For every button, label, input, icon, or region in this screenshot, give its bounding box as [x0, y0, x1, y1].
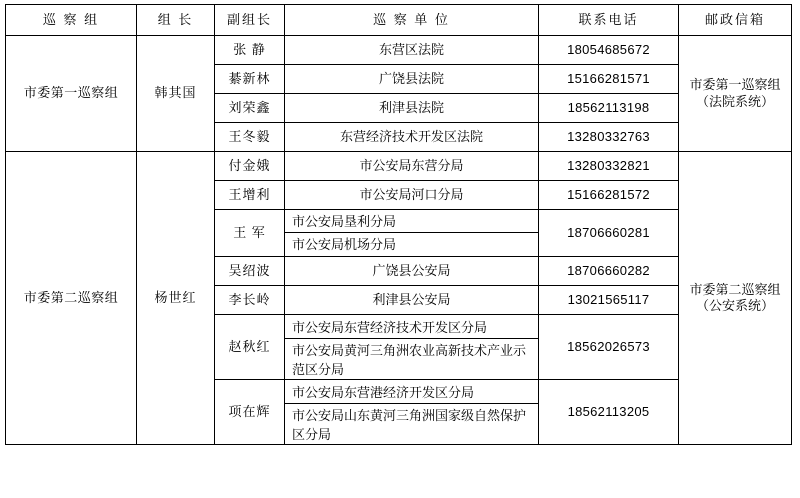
unit-cell: 东营经济技术开发区法院	[285, 123, 539, 152]
phone-cell: 13280332763	[539, 123, 679, 152]
document-page	[0, 4, 800, 498]
deputy-cell: 刘荣鑫	[215, 94, 285, 123]
mailbox-line-2: （法院系统）	[695, 93, 774, 109]
header-row	[6, 5, 792, 36]
table-header	[6, 5, 792, 36]
deputy-cell: 王冬毅	[215, 123, 285, 152]
phone-cell: 18562026573	[539, 315, 679, 380]
group-name-cell: 市委第二巡察组	[6, 152, 137, 445]
phone-cell: 18706660282	[539, 257, 679, 286]
deputy-cell: 项在辉	[215, 380, 285, 445]
unit-cell: 市公安局河口分局	[285, 181, 539, 210]
phone-cell: 13280332821	[539, 152, 679, 181]
phone-cell: 18562113198	[539, 94, 679, 123]
deputy-cell: 赵秋红	[215, 315, 285, 380]
unit-cell	[285, 380, 539, 445]
group-name-cell: 市委第一巡察组	[6, 36, 137, 152]
deputy-cell: 吴绍波	[215, 257, 285, 286]
phone-cell: 15166281572	[539, 181, 679, 210]
group-leader-cell: 杨世红	[137, 152, 215, 445]
phone-cell: 18562113205	[539, 380, 679, 445]
header-cell-unit: 巡 察 单 位	[285, 5, 539, 36]
table-row	[6, 36, 792, 65]
unit-cell	[285, 210, 539, 257]
header-cell-mailbox: 邮政信箱	[679, 5, 792, 36]
deputy-cell: 王 军	[215, 210, 285, 257]
mailbox-line-1: 市委第二巡察组	[689, 281, 781, 297]
group-leader-cell: 韩其国	[137, 36, 215, 152]
inspection-teams-table	[5, 4, 792, 445]
unit-subline: 市公安局东营经济技术开发区分局	[285, 316, 538, 339]
mailbox-cell	[679, 36, 792, 152]
deputy-cell: 綦新林	[215, 65, 285, 94]
mailbox-cell	[679, 152, 792, 445]
phone-cell: 15166281571	[539, 65, 679, 94]
unit-subline: 市公安局山东黄河三角洲国家级自然保护区分局	[292, 407, 527, 442]
unit-cell	[285, 315, 539, 380]
unit-cell: 利津县法院	[285, 94, 539, 123]
unit-cell: 东营区法院	[285, 36, 539, 65]
deputy-cell: 李长岭	[215, 286, 285, 315]
header-cell-group: 巡 察 组	[6, 5, 137, 36]
header-cell-leader: 组 长	[137, 5, 215, 36]
deputy-cell: 张 静	[215, 36, 285, 65]
phone-cell: 13021565117	[539, 286, 679, 315]
unit-cell: 广饶县公安局	[285, 257, 539, 286]
unit-subline: 市公安局垦利分局	[285, 210, 538, 233]
mailbox-line-1: 市委第一巡察组	[689, 77, 781, 93]
mailbox-line-2: （公安系统）	[695, 298, 774, 313]
unit-cell: 市公安局东营分局	[285, 152, 539, 181]
deputy-cell: 王增利	[215, 181, 285, 210]
unit-subline: 市公安局东营港经济开发区分局	[285, 381, 538, 404]
unit-subline: 市公安局机场分局	[292, 237, 397, 252]
header-cell-phone: 联系电话	[539, 5, 679, 36]
table-body	[6, 36, 792, 445]
table-row	[6, 152, 792, 181]
unit-subline: 市公安局黄河三角洲农业高新技术产业示范区分局	[292, 342, 527, 377]
unit-cell: 广饶县法院	[285, 65, 539, 94]
phone-cell: 18706660281	[539, 210, 679, 257]
deputy-cell: 付金娥	[215, 152, 285, 181]
phone-cell: 18054685672	[539, 36, 679, 65]
header-cell-deputy: 副组长	[215, 5, 285, 36]
unit-cell: 利津县公安局	[285, 286, 539, 315]
